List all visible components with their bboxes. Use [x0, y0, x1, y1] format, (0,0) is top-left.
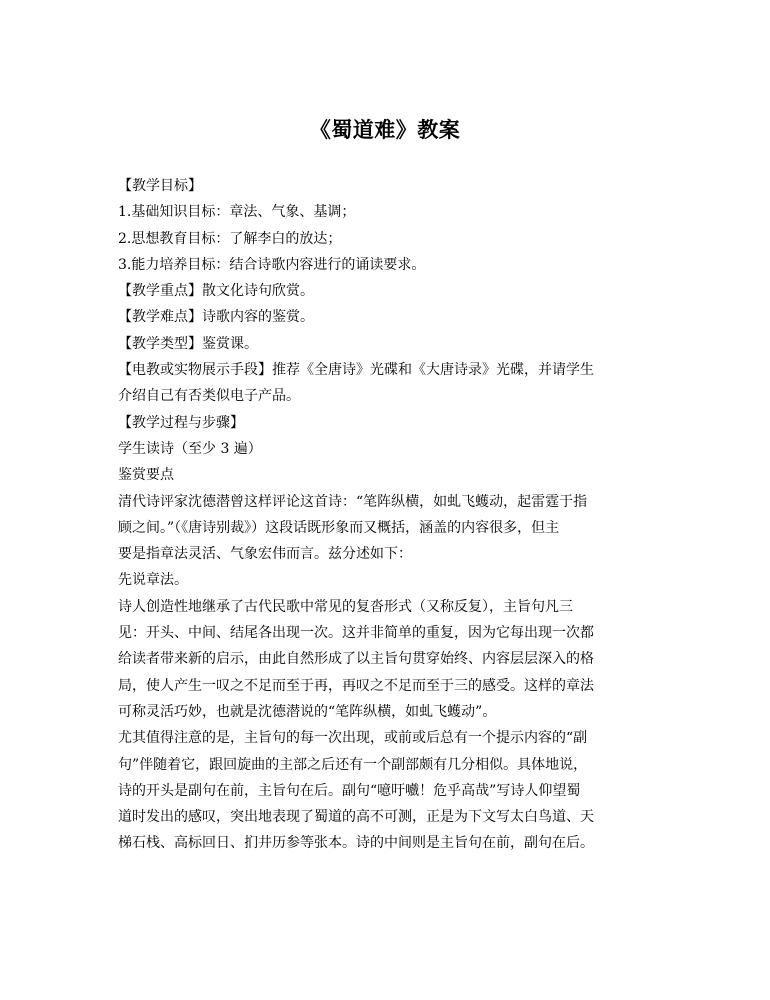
text-line: 顾之间。”（《唐诗别裁》）这段话既形象而又概括，涵盖的内容很多，但主 — [118, 519, 560, 536]
text-line: 见：开头、中间、结尾各出现一次。这并非简单的重复，因为它每出现一次都 — [118, 625, 594, 642]
text-line: 鉴赏要点 — [118, 467, 174, 484]
text-line: 给读者带来新的启示，由此自然形成了以主旨句贯穿始终、内容层层深入的格 — [118, 651, 594, 668]
text-line: 诗的开头是副句在前，主旨句在后。副句“噫吁嚱！危乎高哉”写诗人仰望蜀 — [118, 782, 581, 799]
text-line: 句”伴随着它，跟回旋曲的主部之后还有一个副部颇有几分相似。具体地说， — [118, 756, 588, 773]
text-line: 【教学目标】 — [118, 178, 202, 194]
text-line: 【教学重点】散文化诗句欣赏。 — [118, 283, 314, 300]
text-line: 1.基础知识目标：章法、气象、基调； — [118, 204, 356, 221]
text-line: 2.思想教育目标：了解李白的放达； — [118, 230, 342, 247]
text-line: 学生读诗（至少 3 遍） — [118, 440, 262, 457]
text-line: 诗人创造性地继承了古代民歌中常见的复沓形式（又称反复），主旨句凡三 — [118, 598, 573, 615]
text-line: 道时发出的感叹，突出地表现了蜀道的高不可测，正是为下文写太白鸟道、天 — [118, 809, 594, 826]
text-line: 【电教或实物展示手段】推荐《全唐诗》光碟和《大唐诗录》光碟，并请学生 — [118, 362, 594, 379]
text-line: 【教学过程与步骤】 — [118, 414, 244, 431]
text-line: 梯石栈、高标回日、扪井历参等张本。诗的中间则是主旨句在前，副句在后。 — [118, 835, 594, 852]
text-line: 3.能力培养目标：结合诗歌内容进行的诵读要求。 — [118, 256, 426, 273]
text-line: 先说章法。 — [118, 572, 188, 589]
text-line: 要是指章法灵活、气象宏伟而言。兹分述如下： — [118, 546, 412, 563]
text-line: 可称灵活巧妙，也就是沈德潜说的“笔阵纵横，如虬飞蠖动”。 — [118, 703, 497, 720]
document-title: 《蜀道难》教案 — [309, 117, 461, 142]
document-body — [118, 173, 658, 857]
text-line: 【教学类型】鉴赏课。 — [118, 335, 258, 352]
text-line: 清代诗评家沈德潜曾这样评论这首诗：“笔阵纵横，如虬飞蠖动，起雷霆于指 — [118, 493, 588, 510]
text-line: 【教学难点】诗歌内容的鉴赏。 — [118, 309, 314, 326]
text-line: 尤其值得注意的是，主旨句的每一次出现，或前或后总有一个提示内容的“副 — [118, 730, 588, 747]
text-line: 局，使人产生一叹之不足而至于再，再叹之不足而至于三的感受。这样的章法 — [118, 677, 594, 694]
text-line: 介绍自己有否类似电子产品。 — [118, 388, 300, 405]
